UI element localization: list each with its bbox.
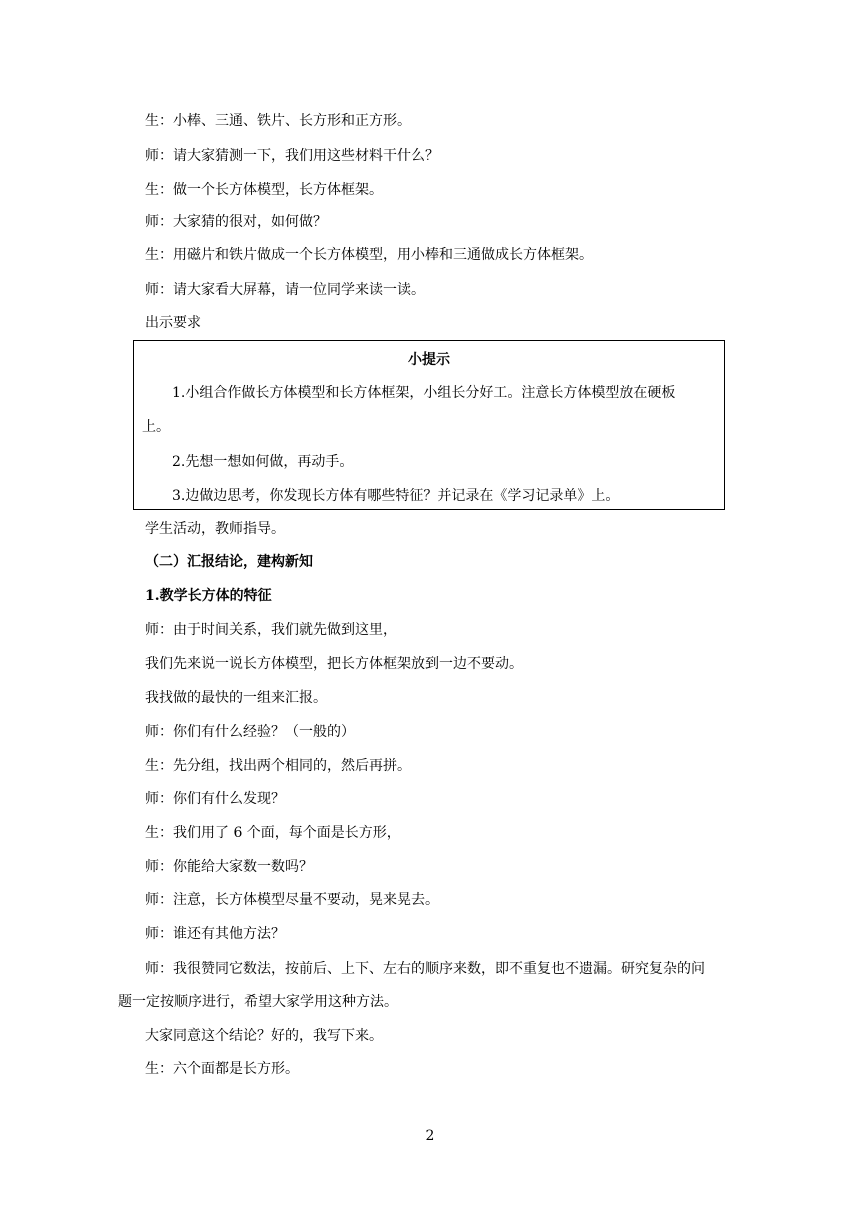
paragraph-line: 题一定按顺序进行，希望大家学用这种方法。 <box>118 994 398 1010</box>
subsection-heading: 1.教学长方体的特征 <box>145 588 272 604</box>
paragraph-line: 生：先分组，找出两个相同的，然后再拼。 <box>145 758 411 774</box>
paragraph-line: 大家同意这个结论？好的，我写下来。 <box>145 1028 383 1044</box>
paragraph-line: 学生活动，教师指导。 <box>145 521 285 537</box>
page-number: 2 <box>425 1128 435 1144</box>
paragraph-line: 生：用磁片和铁片做成一个长方体模型，用小棒和三通做成长方体框架。 <box>145 247 593 263</box>
paragraph-line: 生：我们用了 6 个面，每个面是长方形， <box>145 825 401 841</box>
paragraph-line: 师：注意，长方体模型尽量不要动，晃来晃去。 <box>145 892 439 908</box>
paragraph-line: 我找做的最快的一组来汇报。 <box>145 690 327 706</box>
tip-item-2: 2.先想一想如何做，再动手。 <box>172 454 354 470</box>
paragraph-line: 生：做一个长方体模型，长方体框架。 <box>145 182 383 198</box>
section-heading: （二）汇报结论，建构新知 <box>145 554 313 570</box>
paragraph-line: 师：你们有什么经验？（一般的） <box>145 724 355 740</box>
paragraph-line: 师：由于时间关系，我们就先做到这里， <box>145 622 397 638</box>
paragraph-line: 师：我很赞同它数法，按前后、上下、左右的顺序来数，即不重复也不遗漏。研究复杂的问 <box>145 961 705 977</box>
paragraph-line: 师：请大家看大屏幕，请一位同学来读一读。 <box>145 282 425 298</box>
tip-item-1: 1.小组合作做长方体模型和长方体框架，小组长分好工。注意长方体模型放在硬板 <box>172 385 676 401</box>
tip-box <box>133 340 725 510</box>
paragraph-line: 生：小棒、三通、铁片、长方形和正方形。 <box>145 113 411 129</box>
tip-item-3: 3.边做边思考，你发现长方体有哪些特征？并记录在《学习记录单》上。 <box>172 488 620 504</box>
paragraph-line: 出示要求 <box>145 315 201 331</box>
paragraph-line: 师：大家猜的很对，如何做？ <box>145 214 327 230</box>
paragraph-line: 我们先来说一说长方体模型，把长方体框架放到一边不要动。 <box>145 656 523 672</box>
tip-item-1-continued: 上。 <box>142 419 170 435</box>
paragraph-line: 师：你能给大家数一数吗？ <box>145 859 313 875</box>
paragraph-line: 师：请大家猜测一下，我们用这些材料干什么？ <box>145 148 439 164</box>
paragraph-line: 生：六个面都是长方形。 <box>145 1061 299 1077</box>
paragraph-line: 师：你们有什么发现？ <box>145 791 285 807</box>
tip-box-title: 小提示 <box>408 352 450 368</box>
paragraph-line: 师：谁还有其他方法？ <box>145 926 285 942</box>
